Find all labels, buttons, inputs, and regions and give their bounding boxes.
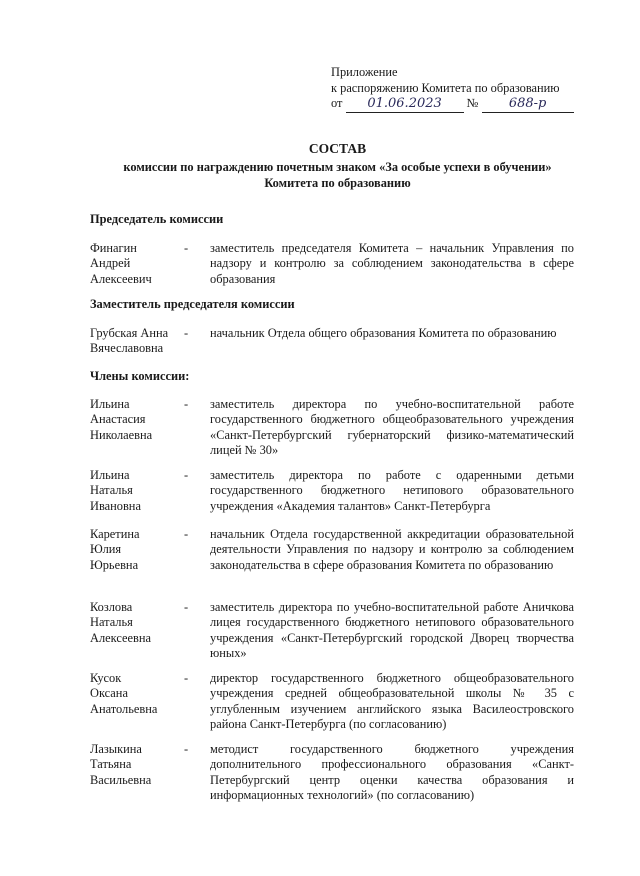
appendix-label: Приложение bbox=[331, 65, 398, 79]
section-deputy-heading: Заместитель председателя комиссии bbox=[90, 297, 295, 311]
name-line: Кусок bbox=[90, 671, 122, 685]
name-line: Николаевна bbox=[90, 427, 153, 442]
name-line: Васильевна bbox=[90, 772, 152, 787]
name-line: Финагин bbox=[90, 241, 137, 255]
name-line: Лазыкина bbox=[90, 742, 142, 756]
deputy-description: начальник Отдела общего образования Комитета по образованию bbox=[210, 326, 557, 340]
name-line: Грубская Анна bbox=[90, 326, 169, 340]
dash: - bbox=[184, 326, 189, 340]
name-line: Вячеславовна bbox=[90, 341, 164, 356]
name-line: Алексеевна bbox=[90, 630, 151, 645]
member-name bbox=[90, 742, 151, 788]
member-description: начальник Отдела государственной аккредитации образовательной деятельности Управления по надзору и контролю за соблюдением законодательства в сфере образования Комитета по образованию bbox=[210, 527, 574, 572]
dash: - bbox=[184, 241, 189, 255]
number-value: 688-р bbox=[482, 96, 574, 113]
document-subtitle-line2: Комитета по образованию bbox=[264, 176, 411, 190]
member-description: заместитель директора по работе с одаренными детьми государственного бюджетного нетипового образовательного учреждения «Академия талантов» Санкт-Петербурга bbox=[210, 468, 574, 513]
chair-name bbox=[90, 241, 152, 287]
dash: - bbox=[184, 468, 189, 482]
chair-description: заместитель председателя Комитета – начальник Управления по надзору и контролю за соблюдением законодательства в сфере образования bbox=[210, 241, 574, 286]
name-line: Оксана bbox=[90, 686, 128, 701]
member-name bbox=[90, 600, 151, 646]
name-line: Анатольевна bbox=[90, 701, 158, 716]
dash: - bbox=[184, 397, 189, 411]
dash: - bbox=[184, 671, 189, 685]
name-line: Татьяна bbox=[90, 757, 132, 772]
name-line: Алексеевич bbox=[90, 271, 152, 286]
member-description: директор государственного бюджетного общеобразовательного учреждения средней общеобразовательной школы № 35 с углубленным изучением английского языка Василеостровского района Санкт-Петербурга (по согласованию) bbox=[210, 671, 574, 732]
document-subtitle-line1: комиссии по награждению почетным знаком «За особые успехи в обучении» bbox=[123, 160, 552, 174]
appendix-date-line bbox=[331, 95, 574, 113]
name-line: Юлия bbox=[90, 542, 122, 557]
date-value: 01.06.2023 bbox=[346, 96, 464, 113]
name-line: Наталья bbox=[90, 615, 133, 630]
dash: - bbox=[184, 742, 189, 756]
name-line: Козлова bbox=[90, 600, 133, 614]
member-description: заместитель директора по учебно-воспитательной работе государственного бюджетного общеобразовательного учреждения «Санкт-Петербургский губернаторский физико-математический лицей № 30» bbox=[210, 397, 574, 458]
name-line: Наталья bbox=[90, 483, 133, 498]
dash: - bbox=[184, 527, 189, 541]
member-description: заместитель директора по учебно-воспитательной работе Аничкова лицея государственного бюджетного нетипового образовательного учреждения «Санкт-Петербургский городской Дворец творчества юных» bbox=[210, 600, 574, 661]
member-name bbox=[90, 468, 141, 514]
appendix-order-line: к распоряжению Комитета по образованию bbox=[331, 81, 560, 95]
date-prefix: от bbox=[331, 96, 343, 110]
name-line: Анастасия bbox=[90, 412, 146, 427]
dash: - bbox=[184, 600, 189, 614]
name-line: Юрьевна bbox=[90, 557, 139, 572]
name-line: Ильина bbox=[90, 468, 130, 482]
name-line: Ильина bbox=[90, 397, 130, 411]
document-title: СОСТАВ bbox=[308, 141, 367, 156]
name-line: Андрей bbox=[90, 256, 131, 271]
member-name bbox=[90, 671, 157, 717]
section-chair-heading: Председатель комиссии bbox=[90, 212, 224, 226]
name-line: Каретина bbox=[90, 527, 140, 541]
member-name bbox=[90, 397, 152, 443]
section-members-heading: Члены комиссии: bbox=[90, 369, 190, 383]
deputy-name bbox=[90, 326, 168, 357]
member-name bbox=[90, 527, 139, 573]
number-sign: № bbox=[466, 96, 479, 110]
member-description: методист государственного бюджетного учреждения дополнительного профессионального образования «Санкт-Петербургский центр оценки качества образования и информационных технологий» (по согласованию) bbox=[210, 742, 574, 803]
name-line: Ивановна bbox=[90, 498, 141, 513]
